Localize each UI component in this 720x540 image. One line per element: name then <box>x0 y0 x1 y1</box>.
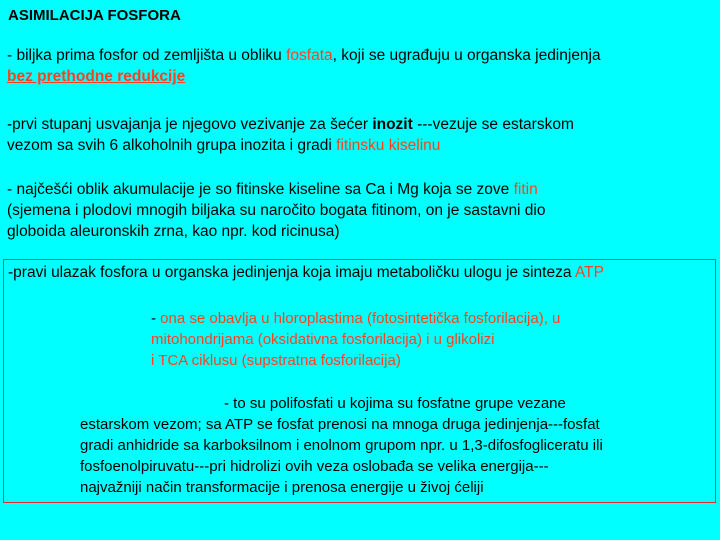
text-line: - to su polifosfati u kojima su fosfatne grupe vezane <box>224 395 566 412</box>
paragraph-inositol <box>7 114 715 156</box>
text: i TCA ciklusu (supstratna fosforilacija) <box>151 352 401 369</box>
highlight-fosfata: fosfata <box>286 47 333 64</box>
atp-synthesis-sites <box>151 308 560 371</box>
text: -prvi stupanj usvajanja je njegovo vezivanje za šećer <box>7 116 373 133</box>
text: , koji se ugrađuju u organska jedinjenja <box>332 47 601 64</box>
highlight-no-reduction: bez prethodne redukcije <box>7 68 186 85</box>
text: - najčešći oblik akumulacije je so fitinske kiseline sa Ca i Mg koja se zove <box>7 181 514 198</box>
highlight-atp: ATP <box>574 264 604 281</box>
highlight-phytic-acid: fitinsku kiselinu <box>336 137 441 154</box>
paragraph-phosphate-uptake <box>7 45 715 87</box>
atp-description <box>80 393 712 498</box>
text: ona se obavlja u hloroplastima (fotosintetička fosforilacija), u <box>160 310 561 327</box>
slide-title: ASIMILACIJA FOSFORA <box>8 7 181 24</box>
paragraph-phytin <box>7 179 715 242</box>
dash: - <box>151 310 161 327</box>
text: globoida aleuronskih zrna, kao npr. kod ricinusa) <box>7 223 340 240</box>
atp-box <box>3 259 716 503</box>
bold-inozit: inozit <box>372 116 413 133</box>
text: -pravi ulazak fosfora u organska jedinjenja koja imaju metaboličku ulogu je sinteza <box>8 264 575 281</box>
atp-intro <box>8 262 604 283</box>
text-line: gradi anhidride sa karboksilnom i enolnom grupom npr. u 1,3-difosfogliceratu ili <box>80 437 603 454</box>
text: (sjemena i plodovi mnogih biljaka su naročito bogata fitinom, on je sastavni dio <box>7 202 546 219</box>
highlight-fitin: fitin <box>513 181 538 198</box>
text-line: fosfoenolpiruvatu---pri hidrolizi ovih veza oslobađa se velika energija--- <box>80 458 549 475</box>
text: vezom sa svih 6 alkoholnih grupa inozita i gradi <box>7 137 337 154</box>
text-line: najvažniji način transformacije i prenosa energije u živoj ćeliji <box>80 479 484 496</box>
text-line: estarskom vezom; sa ATP se fosfat prenosi na mnoga druga jedinjenja---fosfat <box>80 416 600 433</box>
text: - biljka prima fosfor od zemljišta u obliku <box>7 47 287 64</box>
text: ---vezuje se estarskom <box>412 116 574 133</box>
text: mitohondrijama (oksidativna fosforilacija) i u glikolizi <box>151 331 495 348</box>
